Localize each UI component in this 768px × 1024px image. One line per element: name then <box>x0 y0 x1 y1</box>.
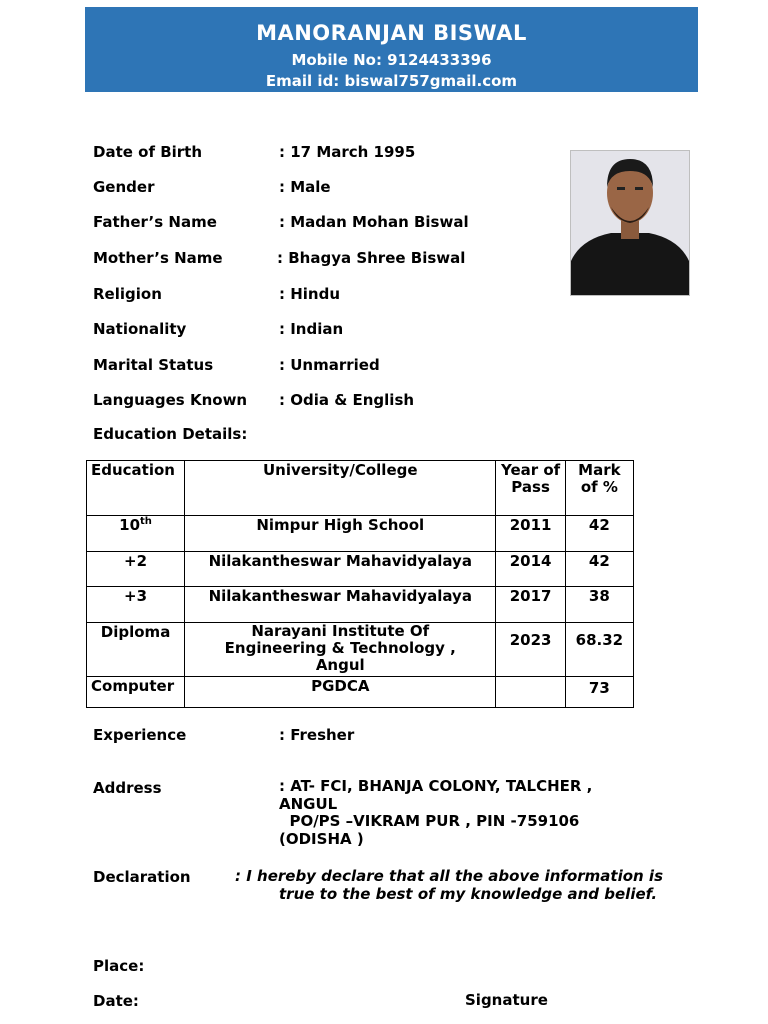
year-cell <box>496 677 565 708</box>
mobile-number: Mobile No: 9124433396 <box>291 51 492 69</box>
year-cell: 2017 <box>496 587 565 623</box>
info-label: Religion <box>93 285 162 303</box>
mark-cell: 38 <box>565 587 633 623</box>
candidate-name: MANORANJAN BISWAL <box>256 21 527 45</box>
date-label: Date: <box>93 992 139 1010</box>
education-table <box>86 460 634 708</box>
info-label: Father’s Name <box>93 213 217 231</box>
column-header: Mark of % <box>565 461 633 516</box>
college-cell: Nilakantheswar Mahavidyalaya <box>185 552 496 587</box>
education-section-title: Education Details: <box>93 425 248 443</box>
college-cell: Narayani Institute Of Engineering & Technology , Angul <box>185 623 496 677</box>
address-label: Address <box>93 779 162 797</box>
year-cell: 2023 <box>496 623 565 677</box>
experience-label: Experience <box>93 726 187 744</box>
email-id: Email id: biswal757gmail.com <box>265 72 518 90</box>
address-value <box>279 778 592 848</box>
info-value: : Indian <box>279 320 344 338</box>
table-row <box>87 516 634 552</box>
info-label: Languages Known <box>93 391 248 409</box>
column-header: Education <box>87 461 185 516</box>
place-label: Place: <box>93 957 145 975</box>
person-silhouette-icon <box>571 151 689 295</box>
year-cell: 2011 <box>496 516 565 552</box>
address-line: PO/PS –VIKRAM PUR , PIN -759106 <box>279 812 580 830</box>
info-value: : 17 March 1995 <box>279 143 416 161</box>
declaration-line: : I hereby declare that all the above information is <box>235 867 664 885</box>
address-line: (ODISHA ) <box>279 829 364 848</box>
declaration-text <box>235 867 695 903</box>
table-row <box>87 677 634 708</box>
mark-cell: 73 <box>565 677 633 708</box>
mark-cell: 42 <box>565 552 633 587</box>
college-cell: Nilakantheswar Mahavidyalaya <box>185 587 496 623</box>
column-header: Year of Pass <box>496 461 565 516</box>
mark-cell: 42 <box>565 516 633 552</box>
table-row <box>87 623 634 677</box>
education-cell: Computer <box>87 677 185 708</box>
info-label: Mother’s Name <box>93 249 223 267</box>
address-line: ANGUL <box>279 794 338 813</box>
resume-header <box>85 7 698 92</box>
column-header: University/College <box>185 461 496 516</box>
info-value: : Unmarried <box>279 356 380 374</box>
college-cell: Nimpur High School <box>185 516 496 552</box>
info-value: : Madan Mohan Biswal <box>279 213 469 231</box>
table-row <box>87 587 634 623</box>
info-value: : Hindu <box>279 285 341 303</box>
college-cell: PGDCA <box>185 677 496 708</box>
declaration-label: Declaration <box>93 868 191 886</box>
info-label: Gender <box>93 178 155 196</box>
education-cell: +2 <box>87 552 185 587</box>
education-cell: 10th <box>87 516 185 552</box>
mark-cell: 68.32 <box>565 623 633 677</box>
info-label: Marital Status <box>93 356 214 374</box>
info-label: Date of Birth <box>93 143 203 161</box>
experience-value: : Fresher <box>279 726 355 744</box>
year-cell: 2014 <box>496 552 565 587</box>
info-value: : Bhagya Shree Biswal <box>277 249 466 267</box>
education-cell: Diploma <box>87 623 185 677</box>
info-value: : Odia & English <box>279 391 415 409</box>
education-cell: +3 <box>87 587 185 623</box>
info-value: : Male <box>279 178 331 196</box>
declaration-line: true to the best of my knowledge and belief. <box>279 885 658 903</box>
address-line: : AT- FCI, BHANJA COLONY, TALCHER , <box>279 777 593 795</box>
signature-label: Signature <box>465 991 548 1009</box>
table-row <box>87 552 634 587</box>
info-label: Nationality <box>93 320 187 338</box>
profile-photo <box>570 150 690 296</box>
table-header-row <box>87 461 634 516</box>
